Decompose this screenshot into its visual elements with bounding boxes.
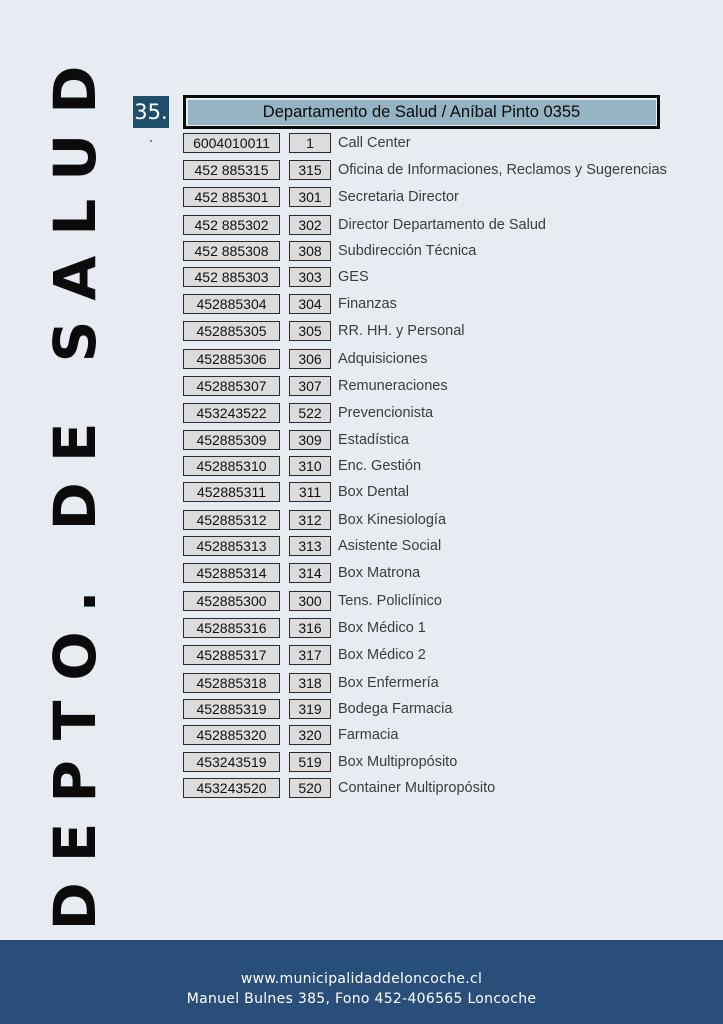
directory-row (0, 591, 723, 611)
phone-number-cell: 453243520 (183, 778, 280, 798)
phone-number-cell: 452885309 (183, 430, 280, 450)
directory-row (0, 349, 723, 369)
directory-row (0, 536, 723, 556)
directory-header (183, 95, 660, 129)
phone-number-cell: 452885305 (183, 321, 280, 341)
phone-number-cell: 452885320 (183, 725, 280, 745)
phone-number-cell: 452885304 (183, 294, 280, 314)
directory-row (0, 482, 723, 502)
phone-number-cell: 452885318 (183, 673, 280, 693)
department-label: Subdirección Técnica (338, 243, 477, 259)
extension-cell: 319 (289, 699, 331, 719)
extension-cell: 317 (289, 645, 331, 665)
extension-cell: 305 (289, 321, 331, 341)
phone-number-cell: 452885316 (183, 618, 280, 638)
directory-row (0, 673, 723, 693)
extension-cell: 307 (289, 376, 331, 396)
directory-row (0, 133, 723, 153)
department-label: Box Dental (338, 484, 409, 500)
directory-row (0, 376, 723, 396)
extension-cell: 315 (289, 160, 331, 180)
extension-cell: 301 (289, 187, 331, 207)
extension-cell: 318 (289, 673, 331, 693)
extension-cell: 303 (289, 267, 331, 287)
department-label: Director Departamento de Salud (338, 217, 546, 233)
phone-number-cell: 452 885308 (183, 241, 280, 261)
extension-cell: 310 (289, 456, 331, 476)
extension-cell: 519 (289, 752, 331, 772)
directory-row (0, 267, 723, 287)
extension-cell: 316 (289, 618, 331, 638)
department-label: Bodega Farmacia (338, 701, 453, 717)
phone-number-cell: 452 885301 (183, 187, 280, 207)
directory-row (0, 563, 723, 583)
directory-row (0, 294, 723, 314)
directory-row (0, 160, 723, 180)
extension-cell: 1 (289, 133, 331, 153)
directory-row (0, 645, 723, 665)
department-label: Box Multipropósito (338, 754, 458, 770)
directory-row (0, 456, 723, 476)
extension-cell: 314 (289, 563, 331, 583)
department-label: Finanzas (338, 296, 397, 312)
phone-number-cell: 453243522 (183, 403, 280, 423)
department-label: Box Médico 2 (338, 647, 426, 663)
phone-number-cell: 452885300 (183, 591, 280, 611)
extension-cell: 302 (289, 215, 331, 235)
directory-row (0, 321, 723, 341)
extension-cell: 308 (289, 241, 331, 261)
department-label: Enc. Gestión (338, 458, 422, 474)
phone-number-cell: 452885317 (183, 645, 280, 665)
footer-address: Manuel Bulnes 385, Fono 452-406565 Loncoche (186, 991, 537, 1007)
phone-number-cell: 452 885302 (183, 215, 280, 235)
extension-cell: 300 (289, 591, 331, 611)
department-label: Container Multipropósito (338, 780, 496, 796)
extension-cell: 312 (289, 510, 331, 530)
footer-website-link[interactable]: www.municipalidaddeloncoche.cl (240, 971, 483, 987)
phone-number-cell: 452885319 (183, 699, 280, 719)
directory-header-title: Departamento de Salud / Aníbal Pinto 0355 (188, 100, 656, 125)
extension-cell: 522 (289, 403, 331, 423)
phone-number-cell: 452885310 (183, 456, 280, 476)
department-label: Box Kinesiología (338, 512, 447, 528)
extension-cell: 309 (289, 430, 331, 450)
department-label: RR. HH. y Personal (338, 323, 465, 339)
extension-cell: 313 (289, 536, 331, 556)
directory-row (0, 752, 723, 772)
department-label: Secretaria Director (338, 189, 459, 205)
side-title: DEPTO. DE SALUD (41, 45, 109, 931)
department-label: Estadística (338, 432, 409, 448)
directory-row (0, 215, 723, 235)
phone-number-cell: 452885312 (183, 510, 280, 530)
department-label: Box Matrona (338, 565, 421, 581)
extension-cell: 311 (289, 482, 331, 502)
phone-number-cell: 452885314 (183, 563, 280, 583)
department-label: Farmacia (338, 727, 399, 743)
directory-row (0, 187, 723, 207)
phone-number-cell: 6004010011 (183, 133, 280, 153)
directory-row (0, 618, 723, 638)
extension-cell: 306 (289, 349, 331, 369)
extension-cell: 304 (289, 294, 331, 314)
directory-row (0, 403, 723, 423)
department-label: GES (338, 269, 369, 285)
phone-number-cell: 452885311 (183, 482, 280, 502)
phone-number-cell: 452885306 (183, 349, 280, 369)
department-label: Adquisiciones (338, 351, 428, 367)
department-label: Prevencionista (338, 405, 434, 421)
directory-row (0, 725, 723, 745)
footer (0, 940, 723, 1024)
department-label: Tens. Policlínico (338, 593, 442, 609)
extension-cell: 520 (289, 778, 331, 798)
phone-number-cell: 453243519 (183, 752, 280, 772)
department-label: Call Center (338, 135, 411, 151)
directory-row (0, 430, 723, 450)
department-label: Remuneraciones (338, 378, 448, 394)
department-label: Asistente Social (338, 538, 442, 554)
directory-row (0, 699, 723, 719)
directory-row (0, 778, 723, 798)
phone-number-cell: 452885313 (183, 536, 280, 556)
extension-cell: 320 (289, 725, 331, 745)
phone-number-cell: 452885307 (183, 376, 280, 396)
department-label: Box Enfermería (338, 675, 439, 691)
phone-number-cell: 452 885303 (183, 267, 280, 287)
directory-row (0, 510, 723, 530)
department-label: Box Médico 1 (338, 620, 426, 636)
section-number-badge: 35. (133, 96, 169, 128)
directory-row (0, 241, 723, 261)
phone-number-cell: 452 885315 (183, 160, 280, 180)
department-label: Oficina de Informaciones, Reclamos y Sugerencias (338, 162, 667, 178)
